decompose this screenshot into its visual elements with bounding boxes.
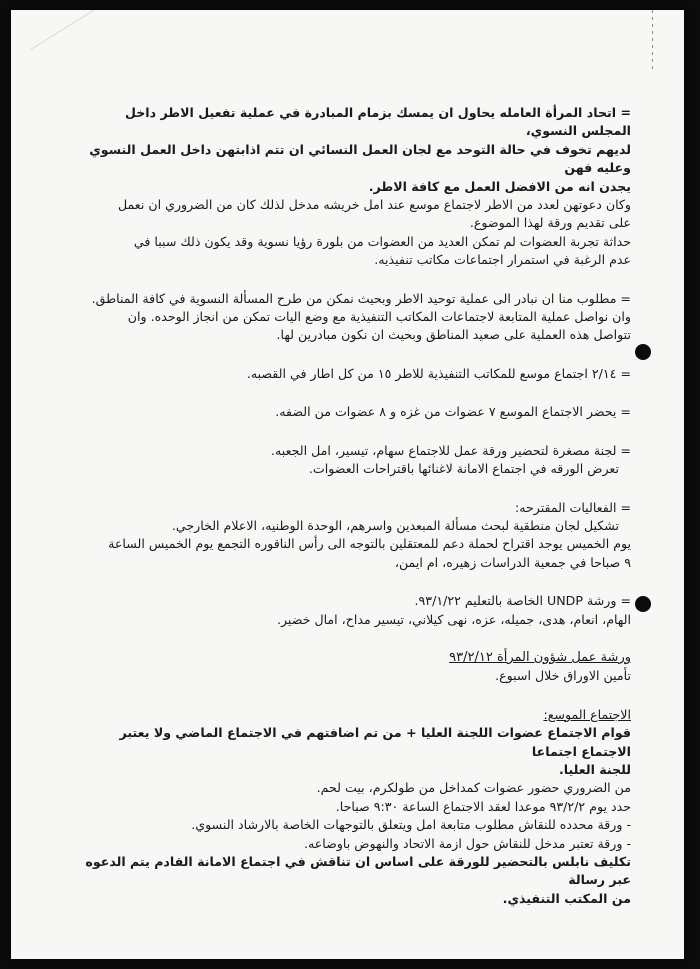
text-line: وكان دعوتهن لعدد من الاطر لاجتماع موسع عند امل خريشه مدخل لذلك كان من الضروري ان نعمل: [117, 197, 631, 213]
workshop-title: ورشة عمل شؤون المرأة ٩٣/٢/١٢: [449, 649, 631, 665]
text-line: = اتحاد المرأة العامله يحاول ان يمسك بزمام المبادرة في عملية تفعيل الاطر داخل المجلس النسوي،: [124, 105, 631, 139]
text-line: = مطلوب منا ان نبادر الى عملية توحيد الاطر وبحيث نمكن من طرح المسألة النسوية في كافة المناطق.: [91, 290, 631, 306]
text-line: وان نواصل عملية المتابعة لاجتماعات المكاتب التنفيذية مع وضع اليات تمكن من انجاز الوحده. وان: [127, 309, 631, 325]
paper-edge-mark: [652, 10, 653, 70]
text-line: من الضروري حضور عضوات كمداخل من طولكرم، بيت لحم.: [316, 780, 631, 796]
text-line: حداثة تجربة العضوات لم تمكن العديد من العضوات من بلورة رؤيا نسوية وقد يكون ذلك سببا في: [133, 233, 631, 249]
text-line: حدد يوم ٩٣/٢/٢ موعدا لعقد الاجتماع الساعة ٩:٣٠ صباحا.: [335, 798, 631, 814]
text-line: قوام الاجتماع عضوات اللجنة العليا + من تم اضافتهم في الاجتماع الماضي ولا يعتبر الاجتماع اجتماعا: [119, 725, 631, 759]
text-line: = ورشة UNDP الخاصة بالتعليم ٩٣/١/٢٢.: [414, 593, 631, 609]
text-line: تعرض الورقه في اجتماع الامانة لاغنائها باقتراحات العضوات.: [308, 461, 619, 477]
text-line: تتواصل هذه العملية على صعيد المناطق وبحيث ان نكون مبادرين لها.: [276, 327, 631, 343]
paragraph-committee: [83, 442, 631, 479]
punch-hole-top: [635, 344, 651, 360]
text-line: - ورقة تعتبر مدخل للنقاش حول ازمة الاتحاد والنهوض باوضاعه.: [304, 835, 631, 851]
punch-hole-bottom: [635, 596, 651, 612]
text-line: على تقديم ورقة لهذا الموضوع.: [469, 215, 631, 231]
text-line: يجدن انه من الافضل العمل مع كافة الاطر.: [368, 178, 631, 194]
paragraph-meeting-date: = ٢/١٤ اجتماع موسع للمكاتب التنفيذية للاطر ١٥ من كل اطار في القصبه.: [246, 365, 631, 381]
section-heading: الاجتماع الموسع:: [543, 706, 631, 722]
text-line: تأمين الاوراق خلال اسبوع.: [495, 668, 631, 684]
text-line: من المكتب التنفيذي.: [502, 890, 631, 906]
document-body: [83, 104, 631, 908]
section-workshop: [83, 649, 631, 686]
paragraph-invitation: [83, 196, 631, 233]
paragraph-unification: [83, 290, 631, 345]
paragraph-undp-workshop: [83, 592, 631, 629]
paragraph-union-initiative: [83, 104, 631, 196]
section-heading: = الفعاليات المقترحه:: [514, 499, 631, 515]
section-broad-meeting: [83, 706, 631, 908]
text-line: تشكيل لجان منطقية لبحث مسألة المبعدين واسرهم، الوحدة الوطنيه، الاعلام الخارجي.: [171, 517, 619, 533]
text-line: تكليف نابلس بالتحضير للورقة على اساس ان تناقش في اجتماع الامانة القادم يتم الدعوه عبر رسالة: [85, 854, 631, 888]
text-line: - ورقة محدده للنقاش مطلوب متابعة امل ويتعلق بالتوجهات الخاصة بالارشاد النسوي.: [191, 817, 631, 833]
text-line: للجنة العليا.: [558, 761, 631, 777]
document-page: [11, 10, 684, 959]
paper-crease: [29, 0, 157, 51]
text-line: يوم الخميس يوجد اقتراح لحملة دعم للمعتقلين بالتوجه الى رأس الناقوره التجمع يوم الخميس الساعة: [108, 536, 631, 552]
paragraph-experience: [83, 233, 631, 270]
text-line: عدم الرغبة في استمرار اجتماعات مكاتب تنفيذيه.: [374, 252, 631, 268]
paragraph-activities: [83, 499, 631, 573]
text-line: لديهم تخوف في حالة التوحد مع لجان العمل النسائي ان تتم اذابتهن داخل العمل النسوي وعليه فهن: [89, 141, 631, 176]
text-line: = لجنة مصغرة لتحضير ورقة عمل للاجتماع سهام، تيسير، امل الجعبه.: [271, 442, 631, 458]
paragraph-attendance: = يحضر الاجتماع الموسع ٧ عضوات من غزه و ٨ عضوات من الضفه.: [275, 404, 631, 420]
text-line: الهام، انعام، هدى، جميله، عزه، نهى كيلاني، تيسير مداح، امال خضير.: [276, 611, 631, 627]
text-line: ٩ صباحا في جمعية الدراسات زهيره، ام ايمن،: [394, 554, 631, 570]
